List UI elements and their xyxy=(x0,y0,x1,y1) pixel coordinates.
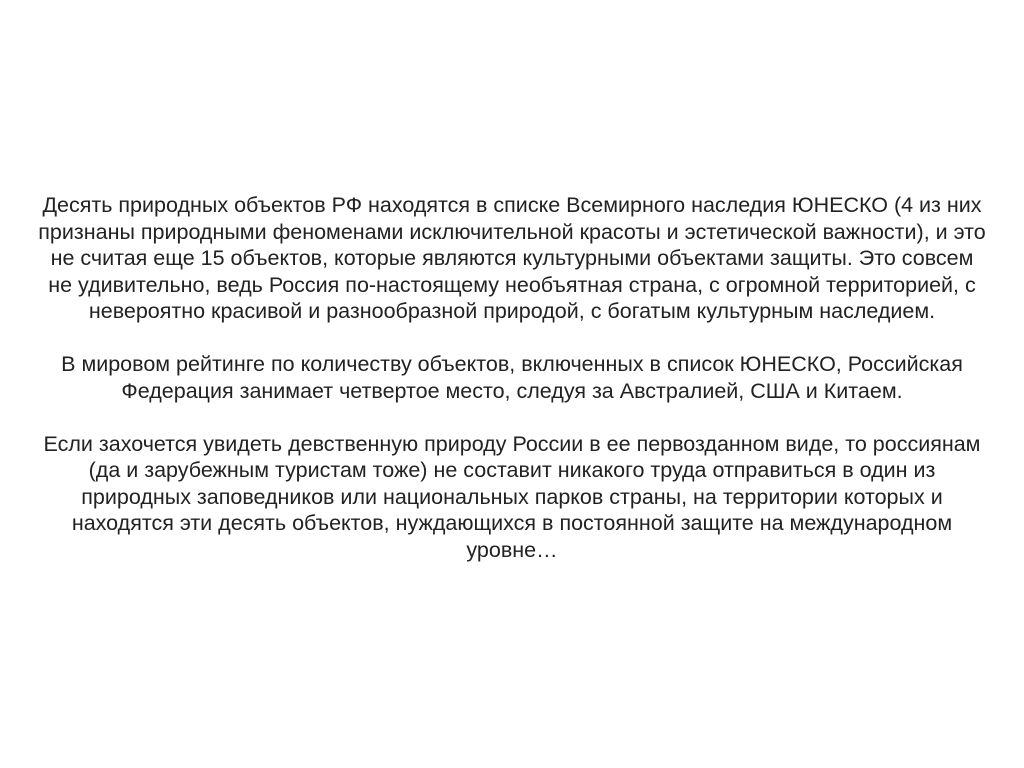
text-line: Десять природных объектов РФ находятся в списке Всемирного наследия ЮНЕСКО (4 из них xyxy=(42,193,982,217)
paragraph-nature-reserves xyxy=(0,431,1024,564)
text-line: Если захочется увидеть девственную природу России в ее первозданном виде, то россиянам xyxy=(43,431,981,456)
text-line: не удивительно, ведь Россия по-настоящему необъятная страна, с огромной территорией, с xyxy=(48,272,976,297)
paragraph-unesco-sites xyxy=(0,192,1024,325)
text-line: не считая еще 15 объектов, которые являются культурными объектами защиты. Это совсем xyxy=(50,246,974,270)
text-line: природных заповедников или национальных парков страны, на территории которых и xyxy=(81,484,943,509)
paragraph-world-ranking xyxy=(0,351,1024,404)
text-line: уровне… xyxy=(466,537,558,562)
slide-text-block xyxy=(0,192,1024,563)
paragraph-spacer xyxy=(0,404,1024,431)
text-line: невероятно красивой и разнообразной природой, с богатым культурным наследием. xyxy=(88,299,936,323)
text-line: находятся эти десять объектов, нуждающихся в постоянной защите на международном xyxy=(71,511,953,535)
paragraph-spacer xyxy=(0,325,1024,352)
text-line: В мировом рейтинге по количеству объектов, включенных в список ЮНЕСКО, Российская xyxy=(61,352,963,376)
text-line: (да и зарубежным туристам тоже) не составит никакого труда отправиться в один из xyxy=(88,458,936,482)
text-line: Федерация занимает четвертое место, следуя за Австралией, США и Китаем. xyxy=(121,378,903,403)
text-line: признаны природными феноменами исключительной красоты и эстетической важности), и это xyxy=(38,219,986,244)
